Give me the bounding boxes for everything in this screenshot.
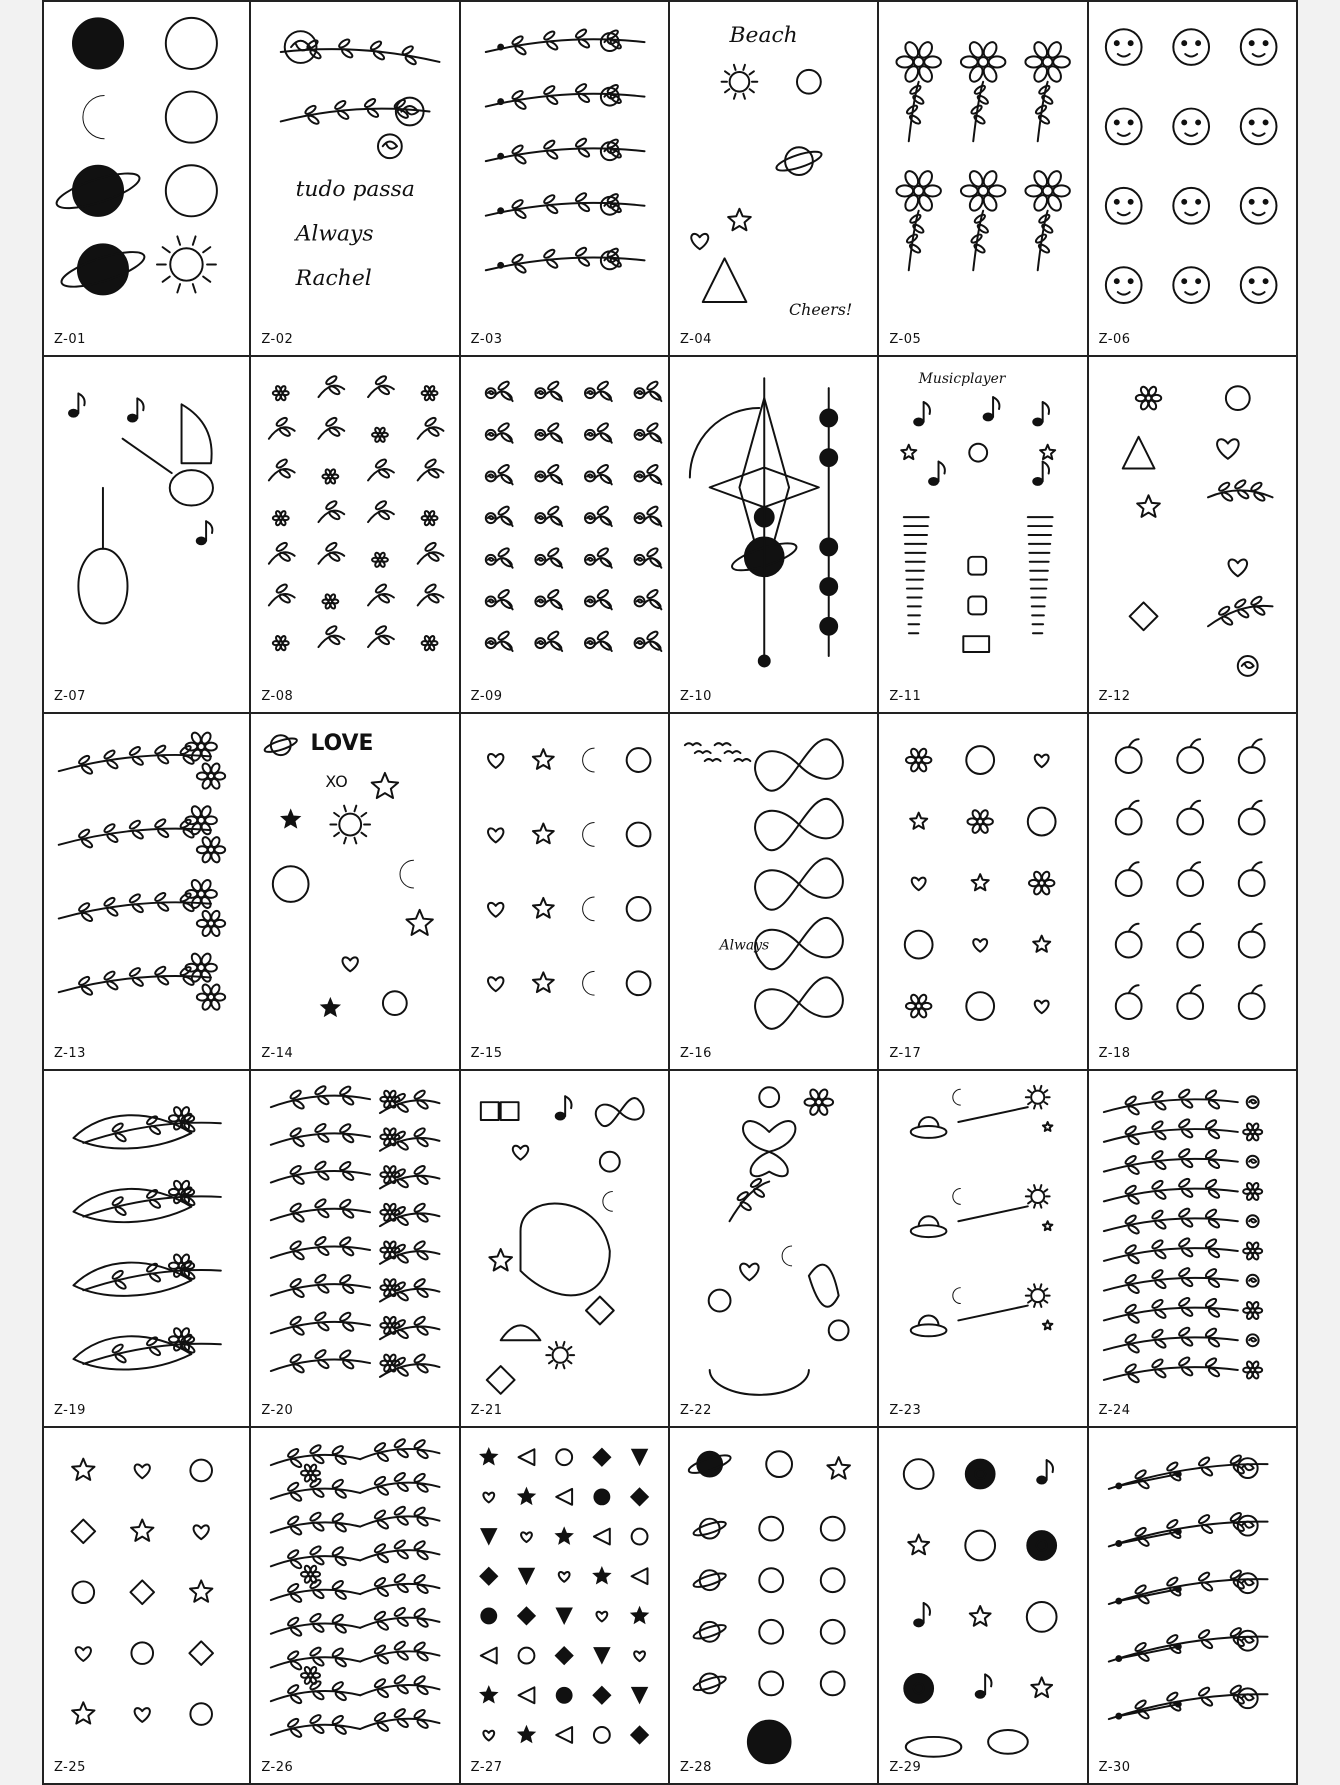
tattoo-sheet-z-02 — [251, 0, 460, 357]
tattoo-sheet-collection — [42, 0, 1298, 1785]
tattoo-sheet-z-11 — [879, 357, 1088, 714]
tattoo-art-beach — [670, 2, 877, 355]
sheet-code-label: Z-20 — [261, 1403, 294, 1418]
tattoo-sheet-z-20 — [251, 1071, 460, 1428]
svg-text:Rachel: Rachel — [295, 266, 373, 292]
tattoo-sheet-z-28 — [670, 1428, 879, 1785]
sheet-code-label: Z-13 — [54, 1046, 86, 1061]
tattoo-art-infinity — [670, 714, 877, 1069]
tattoo-sheet-z-19 — [42, 1071, 251, 1428]
sheet-code-label: Z-24 — [1098, 1403, 1131, 1418]
sheet-code-label: Z-16 — [679, 1046, 712, 1061]
tattoo-sheet-z-09 — [461, 357, 670, 714]
sheet-code-label: Z-15 — [470, 1046, 503, 1061]
tattoo-art-butterfly-palms — [670, 1071, 877, 1426]
tattoo-art-sports — [879, 1428, 1086, 1783]
tattoo-art-leafy-stems — [251, 1428, 458, 1783]
tattoo-sheet-z-18 — [1089, 714, 1298, 1071]
sheet-code-label: Z-14 — [261, 1046, 294, 1061]
tattoo-art-cute-animals — [879, 714, 1086, 1069]
tattoo-art-tiny-roses — [461, 357, 668, 712]
sheet-code-label: Z-27 — [470, 1760, 503, 1775]
sheet-code-label: Z-17 — [889, 1046, 922, 1061]
tattoo-sheet-z-06 — [1089, 0, 1298, 357]
svg-text:Always: Always — [295, 221, 374, 247]
sheet-code-label: Z-08 — [261, 689, 294, 704]
tattoo-sheet-z-25 — [42, 1428, 251, 1785]
sheet-code-label: Z-06 — [1098, 332, 1131, 347]
tattoo-art-music-player — [879, 357, 1086, 712]
sheet-code-label: Z-02 — [261, 332, 294, 347]
sheet-code-label: Z-18 — [1098, 1046, 1131, 1061]
tattoo-art-shapes — [461, 1428, 668, 1783]
tattoo-art-whale-shells — [461, 1071, 668, 1426]
tattoo-sheet-z-07 — [42, 357, 251, 714]
tattoo-sheet-z-12 — [1089, 357, 1298, 714]
svg-text:tudo passa: tudo passa — [295, 176, 416, 202]
tattoo-art-planets — [44, 2, 249, 355]
sheet-code-label: Z-28 — [679, 1760, 712, 1775]
tattoo-art-love-icons — [251, 714, 458, 1069]
tattoo-art-cute-icons — [461, 714, 668, 1069]
sheet-code-label: Z-10 — [679, 689, 712, 704]
svg-text:LOVE: LOVE — [310, 731, 374, 757]
tattoo-art-branches — [1089, 1071, 1296, 1426]
tattoo-art-instruments — [44, 357, 249, 712]
tattoo-sheet-z-27 — [461, 1428, 670, 1785]
tattoo-art-constellation-roses — [1089, 1428, 1296, 1783]
tattoo-art-small-symbols — [44, 1428, 249, 1783]
tattoo-sheet-z-04 — [670, 0, 879, 357]
tattoo-art-doodles — [1089, 357, 1296, 712]
svg-text:Always: Always — [719, 937, 770, 954]
sheet-code-label: Z-21 — [470, 1403, 503, 1418]
sheet-code-label: Z-04 — [679, 332, 712, 347]
tattoo-sheet-z-24 — [1089, 1071, 1298, 1428]
sheet-code-label: Z-11 — [889, 689, 922, 704]
tattoo-art-ufo — [879, 1071, 1086, 1426]
tattoo-art-lilies — [879, 2, 1086, 355]
tattoo-sheet-z-15 — [461, 714, 670, 1071]
tattoo-sheet-z-26 — [251, 1428, 460, 1785]
sheet-code-label: Z-09 — [470, 689, 503, 704]
tattoo-sheet-z-30 — [1089, 1428, 1298, 1785]
tattoo-sheet-z-17 — [879, 714, 1088, 1071]
svg-text:Cheers!: Cheers! — [789, 299, 853, 319]
sheet-code-label: Z-19 — [54, 1403, 86, 1418]
sheet-code-label: Z-01 — [54, 332, 86, 347]
tattoo-art-space — [670, 1428, 877, 1783]
sheet-code-label: Z-07 — [54, 689, 86, 704]
tattoo-sheet-z-22 — [670, 1071, 879, 1428]
tattoo-sheet-z-14 — [251, 714, 460, 1071]
tattoo-sheet-z-23 — [879, 1071, 1088, 1428]
tattoo-art-fruit — [1089, 714, 1296, 1069]
tattoo-art-tiny-flowers — [251, 357, 458, 712]
tattoo-sheet-z-16 — [670, 714, 879, 1071]
tattoo-art-daisy-stems — [44, 714, 249, 1069]
sheet-code-label: Z-29 — [889, 1760, 922, 1775]
tattoo-sheet-z-03 — [461, 0, 670, 357]
tattoo-sheet-z-05 — [879, 0, 1088, 357]
tattoo-art-rose-constellation — [461, 2, 668, 355]
tattoo-sheet-z-10 — [670, 357, 879, 714]
tattoo-art-animals — [1089, 2, 1296, 355]
sheet-code-label: Z-25 — [54, 1760, 86, 1775]
svg-text:Beach: Beach — [729, 23, 798, 49]
tattoo-art-tulips — [44, 1071, 249, 1426]
tattoo-sheet-grid — [42, 0, 1298, 1785]
sheet-code-label: Z-23 — [889, 1403, 922, 1418]
sheet-code-label: Z-12 — [1098, 689, 1131, 704]
tattoo-sheet-z-08 — [251, 357, 460, 714]
tattoo-sheet-z-29 — [879, 1428, 1088, 1785]
sheet-code-label: Z-22 — [679, 1403, 712, 1418]
svg-text:Musicplayer: Musicplayer — [919, 371, 1006, 388]
svg-text:XO: XO — [325, 771, 349, 791]
tattoo-art-geometric-planets — [670, 357, 877, 712]
tattoo-sheet-z-13 — [42, 714, 251, 1071]
sheet-code-label: Z-05 — [889, 332, 922, 347]
sheet-code-label: Z-03 — [470, 332, 503, 347]
tattoo-sheet-z-21 — [461, 1071, 670, 1428]
tattoo-art-vines — [251, 1071, 458, 1426]
sheet-code-label: Z-30 — [1098, 1760, 1131, 1775]
tattoo-art-roses-script — [251, 2, 458, 355]
sheet-code-label: Z-26 — [261, 1760, 294, 1775]
tattoo-sheet-z-01 — [42, 0, 251, 357]
